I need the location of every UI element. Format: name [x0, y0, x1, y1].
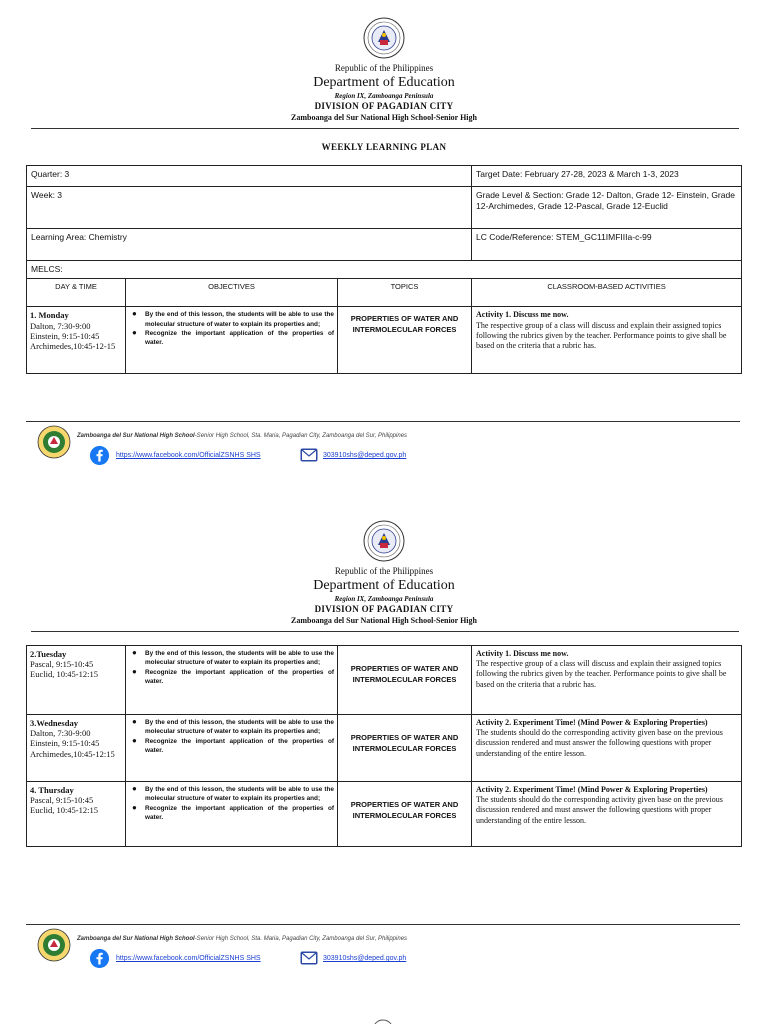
- schedule-line: Dalton, 7:30-9:00: [30, 728, 91, 739]
- activity-cell: [472, 646, 742, 715]
- day-cell: [27, 782, 126, 847]
- activity-cell: [472, 782, 742, 847]
- col-topics: TOPICS: [338, 279, 472, 307]
- schedule-line: Archimedes,10:45-12:15: [30, 748, 115, 759]
- col-objectives: OBJECTIVES: [126, 279, 338, 307]
- objective-text: Recognize the important application of the properties of water.: [145, 737, 334, 754]
- department-title: Department of Education: [313, 578, 455, 593]
- schedule-line: Archimedes,10:45-12-15: [30, 341, 116, 352]
- footer-school-address: Zamboanga del Sur National High School-Senior High School, Sta. Maria, Pagadian City, Zamboanga del Sur, Philippines: [77, 936, 408, 942]
- division-text: DIVISION OF PAGADIAN CITY: [314, 604, 454, 614]
- learning-plan-table-continued: [26, 645, 742, 847]
- region-text: Region IX, Zamboanga Peninsula: [334, 595, 434, 603]
- schedule-line: Einstein, 9:15-10:45: [30, 738, 100, 749]
- footer-divider: [26, 924, 740, 925]
- schedule-line: Pascal, 9:15-10:45: [30, 659, 94, 670]
- email-icon[interactable]: [300, 951, 318, 965]
- table-row: [27, 715, 742, 782]
- activity-cell: [472, 715, 742, 782]
- bullet-icon: ●: [132, 309, 137, 319]
- school-name: Zamboanga del Sur National High School-Senior High: [291, 113, 477, 122]
- objective-text: Recognize the important application of the properties of water.: [145, 668, 334, 685]
- objective-text: By the end of this lesson, the students will be able to use the molecular structure of water to explain its properties and;: [145, 719, 334, 736]
- email-link[interactable]: 303910shs@deped.gov.ph: [323, 955, 407, 962]
- objective-text: By the end of this lesson, the students will be able to use the molecular structure of water to explain its properties and;: [145, 311, 334, 328]
- department-title: Department of Education: [313, 75, 455, 90]
- activity-title: Activity 1. Discuss me now.: [476, 649, 569, 658]
- facebook-link[interactable]: https://www.facebook.com/OfficialZSNHS SHS: [116, 955, 261, 962]
- learning-area-cell: Learning Area: Chemistry: [27, 229, 472, 261]
- schedule-line: Euclid, 10:45-12:15: [30, 805, 98, 816]
- col-activities: CLASSROOM-BASED ACTIVITIES: [472, 279, 742, 307]
- topic-cell: PROPERTIES OF WATER AND INTERMOLECULAR FORCES: [338, 782, 472, 847]
- objectives-cell: [126, 646, 338, 715]
- activity-title: Activity 1. Discuss me now.: [476, 310, 569, 320]
- bullet-icon: ●: [132, 328, 137, 338]
- day-name: 1. Monday: [30, 310, 69, 321]
- schedule-line: Pascal, 9:15-10:45: [30, 795, 94, 806]
- day-name: 3.Wednesday: [30, 718, 78, 728]
- school-name: Zamboanga del Sur National High School-Senior High: [291, 616, 477, 625]
- deped-seal-icon: [363, 520, 405, 562]
- topic-cell: PROPERTIES OF WATER AND INTERMOLECULAR FORCES: [338, 715, 472, 782]
- objective-text: By the end of this lesson, the students will be able to use the molecular structure of water to explain its properties and;: [145, 786, 334, 803]
- table-row: [27, 782, 742, 847]
- bullet-icon: ●: [132, 648, 137, 657]
- objective-text: Recognize the important application of the properties of water.: [145, 330, 334, 347]
- schedule-line: Dalton, 7:30-9:00: [30, 320, 91, 331]
- day-name: 4. Thursday: [30, 785, 74, 795]
- topic-cell: PROPERTIES OF WATER AND INTERMOLECULAR FORCES: [338, 307, 472, 374]
- lc-code-cell: LC Code/Reference: STEM_GC11IMFIIIa-c-99: [472, 229, 742, 261]
- republic-text: Republic of the Philippines: [334, 566, 434, 576]
- footer-school-address: Zamboanga del Sur National High School-Senior High School, Sta. Maria, Pagadian City, Zamboanga del Sur, Philippines: [77, 433, 408, 439]
- day-name: 2.Tuesday: [30, 649, 67, 659]
- division-text: DIVISION OF PAGADIAN CITY: [314, 101, 454, 111]
- plan-title: WEEKLY LEARNING PLAN: [321, 142, 447, 152]
- week-cell: Week: 3: [27, 187, 472, 229]
- facebook-icon[interactable]: [90, 949, 109, 968]
- region-text: Region IX, Zamboanga Peninsula: [334, 92, 434, 100]
- email-link[interactable]: 303910shs@deped.gov.ph: [323, 452, 407, 459]
- melcs-cell: MELCS:: [27, 261, 742, 279]
- bullet-icon: ●: [132, 717, 137, 726]
- table-row: [27, 646, 742, 715]
- objectives-cell: [126, 782, 338, 847]
- col-day-time: DAY & TIME: [27, 279, 126, 307]
- day-cell: [27, 646, 126, 715]
- bullet-icon: ●: [132, 666, 137, 676]
- objective-text: By the end of this lesson, the students will be able to use the molecular structure of water to explain its properties and;: [145, 650, 334, 667]
- deped-seal-icon: [372, 1018, 394, 1024]
- activity-text: The students should do the corresponding activity given base on the previous discussion rendered and must answer the following questions with proper understanding of the entire lesson.: [476, 795, 723, 825]
- target-date-cell: Target Date: February 27-28, 2023 & March 1-3, 2023: [472, 166, 742, 187]
- school-logo-icon: [37, 928, 71, 962]
- activity-text: The respective group of a class will discuss and explain their assigned topics following the rubrics given by the teacher. Performance points to give shall be based on the criteria that a rubric has.: [476, 659, 727, 689]
- header-divider: [31, 631, 739, 632]
- objectives-cell: [126, 715, 338, 782]
- quarter-cell: Quarter: 3: [27, 166, 472, 187]
- schedule-line: Einstein, 9:15-10:45: [30, 330, 100, 341]
- bullet-icon: ●: [132, 735, 137, 745]
- bullet-icon: ●: [132, 784, 137, 793]
- activity-title: Activity 2. Experiment Time! (Mind Power & Exploring Properties): [476, 785, 708, 794]
- bullet-icon: ●: [132, 802, 137, 812]
- facebook-link[interactable]: https://www.facebook.com/OfficialZSNHS SHS: [116, 452, 261, 459]
- topic-cell: PROPERTIES OF WATER AND INTERMOLECULAR FORCES: [338, 646, 472, 715]
- republic-text: Republic of the Philippines: [334, 63, 434, 73]
- activity-text: The respective group of a class will discuss and explain their assigned topics following the rubrics given by the teacher. Performance points to give shall be based on the criteria that a rubric has.: [476, 320, 727, 351]
- day-cell: [27, 715, 126, 782]
- schedule-line: Euclid, 10:45-12:15: [30, 669, 98, 680]
- grade-section-cell: Grade Level & Section: Grade 12- Dalton, Grade 12- Einstein, Grade 12-Archimedes, Grade 12-Pascal, Grade 12-Euclid: [472, 187, 742, 229]
- objective-text: Recognize the important application of the properties of water.: [145, 804, 334, 821]
- activity-title: Activity 2. Experiment Time! (Mind Power & Exploring Properties): [476, 718, 708, 727]
- activity-text: The students should do the corresponding activity given base on the previous discussion rendered and must answer the following questions with proper understanding of the entire lesson.: [476, 728, 723, 758]
